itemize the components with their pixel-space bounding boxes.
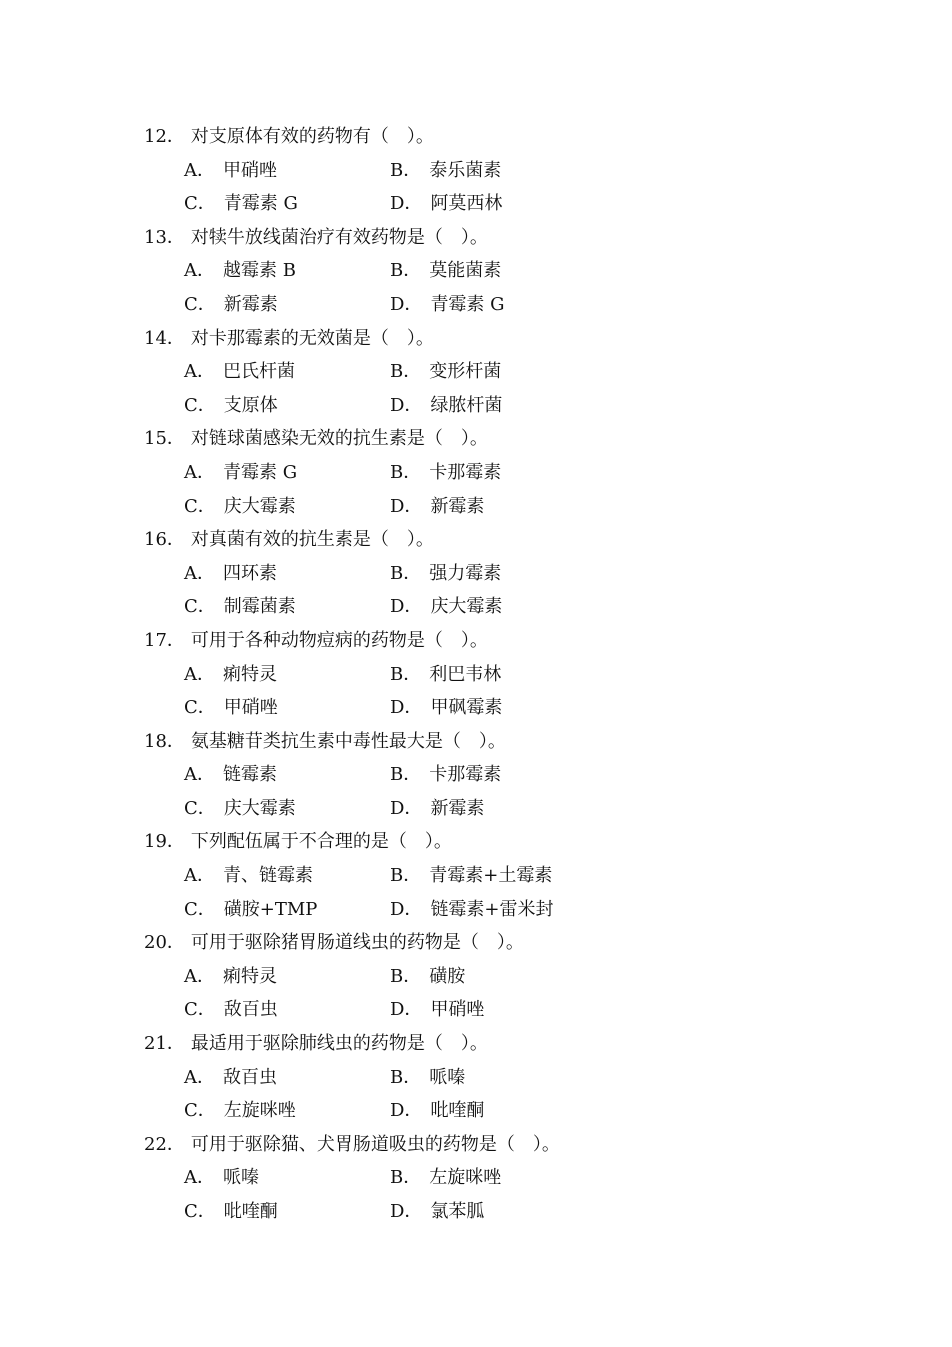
question-17 (0, 624, 952, 725)
option-d (390, 792, 484, 826)
option-row (0, 859, 952, 893)
option-text: 青霉素 G (223, 193, 298, 215)
question-text: 对犊牛放线菌治疗有效药物是（ ）。 (190, 226, 488, 248)
question-15 (0, 422, 952, 523)
option-text: 庆大霉素 (223, 495, 296, 517)
option-text: 左旋咪唑 (223, 1100, 296, 1122)
question-number: 20． (144, 932, 185, 954)
option-text: 变形杆菌 (429, 361, 502, 383)
option-text: 链霉素+雷米封 (430, 898, 554, 920)
option-b (390, 859, 552, 893)
option-letter: D． (390, 1100, 423, 1122)
option-letter: A． (184, 562, 215, 584)
option-letter: B． (390, 1066, 422, 1088)
option-b (390, 1061, 465, 1095)
option-text: 痢特灵 (223, 965, 277, 987)
question-text: 对支原体有效的药物有（ ）。 (190, 126, 434, 147)
question-text: 可用于各种动物痘病的药物是（ ）。 (190, 629, 488, 651)
option-b (390, 557, 501, 591)
option-text: 阿莫西林 (430, 193, 503, 215)
question-stem (0, 120, 952, 154)
option-text: 庆大霉素 (430, 596, 503, 618)
question-12 (0, 120, 952, 221)
question-19 (0, 825, 952, 926)
option-letter: C． (184, 898, 216, 920)
option-letter: C． (184, 697, 216, 719)
option-letter: D． (390, 596, 423, 618)
option-text: 绿脓杆菌 (430, 394, 503, 416)
option-row (0, 1161, 952, 1195)
option-b (390, 960, 465, 994)
option-row (0, 691, 952, 725)
option-a (184, 355, 295, 389)
option-d (390, 993, 484, 1027)
option-a (184, 456, 297, 490)
question-text: 可用于驱除猪胃肠道线虫的药物是（ ）。 (190, 932, 524, 954)
question-stem (0, 422, 952, 456)
option-a (184, 658, 277, 692)
question-text: 氨基糖苷类抗生素中毒性最大是（ ）。 (190, 730, 506, 752)
option-d (390, 590, 502, 624)
question-number: 18． (144, 730, 185, 752)
option-letter: A． (184, 965, 215, 987)
option-letter: A． (184, 1167, 215, 1189)
option-d (390, 389, 502, 423)
option-letter: A． (184, 361, 215, 383)
option-text: 泰乐菌素 (429, 159, 502, 181)
option-b (390, 758, 501, 792)
question-21 (0, 1027, 952, 1128)
option-letter: B． (390, 764, 422, 786)
question-stem (0, 624, 952, 658)
option-letter: B． (390, 260, 422, 282)
option-c (184, 893, 317, 927)
question-number: 22． (144, 1133, 185, 1155)
option-row (0, 1195, 952, 1229)
option-text: 哌嗪 (223, 1167, 259, 1189)
option-letter: D． (390, 1201, 423, 1222)
option-letter: D． (390, 193, 423, 215)
option-text: 甲硝唑 (430, 999, 485, 1021)
option-c (184, 691, 278, 725)
option-d (390, 1195, 484, 1229)
option-letter: C． (184, 797, 216, 819)
option-letter: B． (390, 663, 422, 685)
option-letter: B． (390, 159, 422, 181)
option-text: 链霉素 (223, 764, 277, 786)
option-row (0, 993, 952, 1027)
question-20 (0, 926, 952, 1027)
option-text: 新霉素 (430, 797, 485, 819)
option-row (0, 590, 952, 624)
question-14 (0, 322, 952, 423)
option-letter: B． (390, 562, 422, 584)
question-number: 16． (144, 529, 185, 551)
option-letter: D． (390, 797, 423, 819)
option-row (0, 960, 952, 994)
question-text: 对真菌有效的抗生素是（ ）。 (190, 529, 434, 551)
option-text: 磺胺+TMP (223, 898, 318, 920)
question-stem (0, 926, 952, 960)
question-number: 12． (144, 126, 185, 147)
option-text: 青霉素+土霉素 (429, 865, 553, 887)
option-d (390, 288, 505, 322)
option-text: 敌百虫 (223, 1066, 277, 1088)
option-b (390, 355, 501, 389)
option-text: 利巴韦林 (429, 663, 502, 685)
option-letter: C． (184, 193, 216, 215)
option-text: 庆大霉素 (223, 797, 296, 819)
option-text: 制霉菌素 (223, 596, 296, 618)
question-stem (0, 523, 952, 557)
question-stem (0, 1027, 952, 1061)
question-number: 21． (144, 1033, 185, 1055)
question-text: 对链球菌感染无效的抗生素是（ ）。 (190, 428, 488, 450)
question-number: 15． (144, 428, 185, 450)
option-d (390, 187, 502, 221)
option-b (390, 154, 501, 188)
option-letter: C． (184, 999, 216, 1021)
option-row (0, 154, 952, 188)
option-text: 新霉素 (223, 293, 278, 315)
question-text: 可用于驱除猫、犬胃肠道吸虫的药物是（ ）。 (190, 1133, 560, 1155)
question-stem (0, 825, 952, 859)
option-letter: C． (184, 596, 216, 618)
option-row (0, 355, 952, 389)
option-text: 莫能菌素 (429, 260, 502, 282)
option-text: 磺胺 (429, 965, 466, 987)
option-letter: A． (184, 764, 215, 786)
option-letter: B． (390, 1167, 422, 1189)
option-letter: D． (390, 999, 423, 1021)
question-number: 19． (144, 831, 185, 853)
option-text: 甲硝唑 (223, 159, 277, 181)
option-c (184, 389, 278, 423)
option-row (0, 893, 952, 927)
option-a (184, 758, 277, 792)
question-stem (0, 1128, 952, 1162)
option-letter: C． (184, 293, 216, 315)
option-a (184, 859, 313, 893)
option-row (0, 758, 952, 792)
option-c (184, 490, 296, 524)
option-row (0, 557, 952, 591)
option-letter: A． (184, 1066, 215, 1088)
option-b (390, 658, 501, 692)
question-number: 14． (144, 327, 185, 349)
exam-page (0, 120, 952, 1229)
option-text: 痢特灵 (223, 663, 277, 685)
option-letter: D． (390, 394, 423, 416)
option-c (184, 288, 278, 322)
option-text: 甲硝唑 (223, 697, 278, 719)
option-letter: D． (390, 898, 423, 920)
option-text: 左旋咪唑 (429, 1167, 502, 1189)
question-stem (0, 725, 952, 759)
option-row (0, 1061, 952, 1095)
option-text: 越霉素 B (223, 260, 296, 282)
option-a (184, 960, 277, 994)
option-letter: C． (184, 394, 216, 416)
question-16 (0, 523, 952, 624)
option-text: 吡喹酮 (430, 1100, 485, 1122)
option-a (184, 154, 277, 188)
option-text: 吡喹酮 (223, 1201, 278, 1222)
option-letter: D． (390, 293, 423, 315)
option-d (390, 893, 554, 927)
option-text: 青、链霉素 (223, 865, 313, 887)
option-c (184, 993, 278, 1027)
option-letter: A． (184, 159, 215, 181)
option-d (390, 490, 484, 524)
option-row (0, 187, 952, 221)
option-letter: B． (390, 361, 422, 383)
option-row (0, 389, 952, 423)
option-a (184, 1061, 277, 1095)
option-row (0, 288, 952, 322)
option-letter: A． (184, 260, 215, 282)
option-a (184, 557, 277, 591)
question-22 (0, 1128, 952, 1229)
option-b (390, 254, 501, 288)
option-c (184, 1094, 296, 1128)
question-stem (0, 221, 952, 255)
option-text: 哌嗪 (429, 1066, 466, 1088)
option-letter: C． (184, 1201, 216, 1222)
option-b (390, 456, 501, 490)
option-a (184, 254, 296, 288)
option-row (0, 490, 952, 524)
option-row (0, 1094, 952, 1128)
option-letter: A． (184, 663, 215, 685)
option-letter: D． (390, 495, 423, 517)
option-text: 青霉素 G (430, 293, 505, 315)
option-letter: A． (184, 461, 215, 483)
option-c (184, 590, 296, 624)
question-number: 17． (144, 629, 185, 651)
option-letter: B． (390, 865, 422, 887)
question-text: 下列配伍属于不合理的是（ ）。 (190, 831, 452, 853)
option-text: 卡那霉素 (429, 461, 502, 483)
option-letter: B． (390, 461, 422, 483)
option-text: 敌百虫 (223, 999, 278, 1021)
question-text: 对卡那霉素的无效菌是（ ）。 (190, 327, 434, 349)
option-text: 卡那霉素 (429, 764, 502, 786)
option-letter: C． (184, 1100, 216, 1122)
option-text: 甲砜霉素 (430, 697, 503, 719)
option-text: 青霉素 G (223, 461, 298, 483)
option-text: 巴氏杆菌 (223, 361, 295, 383)
question-13 (0, 221, 952, 322)
option-a (184, 1161, 259, 1195)
option-c (184, 792, 296, 826)
option-text: 四环素 (223, 562, 277, 584)
option-text: 强力霉素 (429, 562, 502, 584)
option-text: 支原体 (223, 394, 278, 416)
option-c (184, 187, 298, 221)
option-row (0, 254, 952, 288)
question-18 (0, 725, 952, 826)
option-letter: B． (390, 965, 422, 987)
option-text: 新霉素 (430, 495, 485, 517)
option-text: 氯苯胍 (430, 1201, 485, 1222)
option-letter: D． (390, 697, 423, 719)
option-c (184, 1195, 278, 1229)
option-letter: A． (184, 865, 215, 887)
option-b (390, 1161, 501, 1195)
option-letter: C． (184, 495, 216, 517)
option-row (0, 456, 952, 490)
option-row (0, 792, 952, 826)
question-stem (0, 322, 952, 356)
option-d (390, 1094, 484, 1128)
option-d (390, 691, 502, 725)
question-number: 13． (144, 226, 185, 248)
question-text: 最适用于驱除肺线虫的药物是（ ）。 (190, 1033, 488, 1055)
option-row (0, 658, 952, 692)
